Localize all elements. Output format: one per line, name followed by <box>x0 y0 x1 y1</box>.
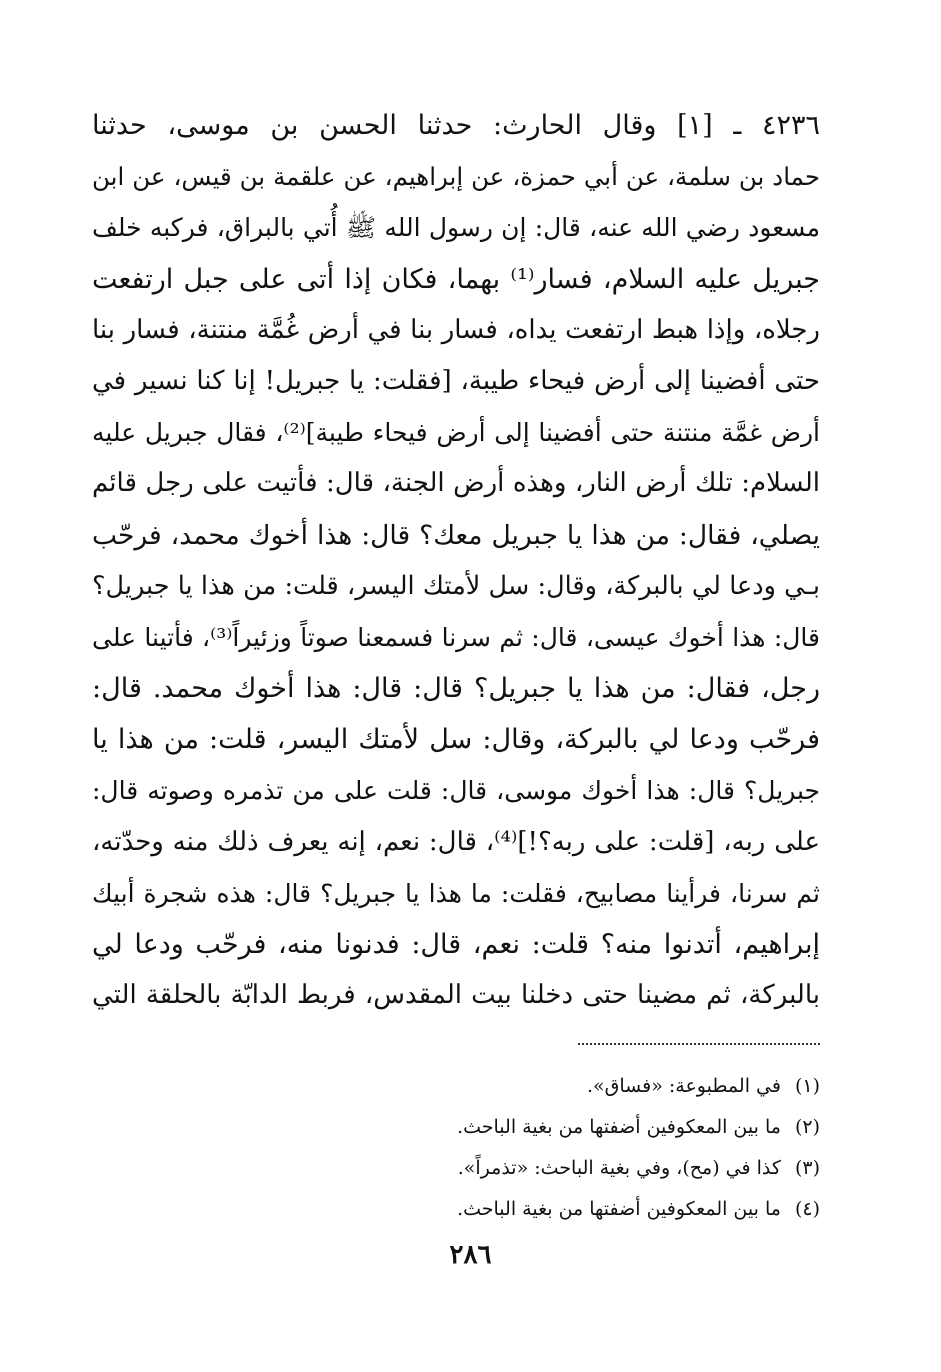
footnote-number: (١) <box>794 1075 820 1097</box>
footnotes-section <box>200 1066 820 1230</box>
footnote-number: (٤) <box>794 1198 820 1220</box>
hadith-body-text <box>92 100 820 1021</box>
text-line: فرحّب ودعا لي بالبركة، وقال: سل لأمتك اليسر، قلت: من هذا يا <box>92 724 820 756</box>
footnote-text: ما بين المعكوفين أضفتها من بغية الباحث. <box>457 1116 781 1138</box>
text-line: حتى أفضينا إلى أرض فيحاء طيبة، [فقلت: يا جبريل! إنا كنا نسير في <box>92 365 820 396</box>
footnote-text: كذا في (مح)، وفي بغية الباحث: «تذمراً». <box>457 1157 781 1179</box>
text-line: بـي ودعا لي بالبركة، وقال: سل لأمتك اليسر، قلت: من هذا يا جبريل؟ <box>92 570 820 601</box>
text-line: يصلي، فقال: من هذا يا جبريل معك؟ قال: هذا أخوك محمد، فرحّب <box>92 519 820 551</box>
text-line: جبريل؟ قال: هذا أخوك موسى، قال: قلت على من تذمره وصوته قال: <box>92 776 820 806</box>
text-line: أرض غمَّة منتنة حتى أفضينا إلى أرض فيحاء طيبة]⁽²⁾، فقال جبريل عليه <box>92 418 820 448</box>
footnote-item <box>200 1148 820 1189</box>
footnote-separator <box>578 1043 820 1045</box>
footnote-text: في المطبوعة: «فساق». <box>586 1075 781 1097</box>
text-line: السلام: تلك أرض النار، وهذه أرض الجنة، قال: فأتيت على رجل قائم <box>92 468 820 499</box>
text-line: ثم سرنا، فرأينا مصابيح، فقلت: ما هذا يا جبريل؟ قال: هذه شجرة أبيك <box>92 878 820 908</box>
text-line: قال: هذا أخوك عيسى، قال: ثم سرنا فسمعنا صوتاً وزئيراً⁽³⁾، فأتينا على <box>92 622 820 652</box>
footnote-number: (٣) <box>794 1157 820 1179</box>
footnote-item <box>200 1066 820 1107</box>
text-line: رجلاه، وإذا هبط ارتفعت يداه، فسار بنا في أرض غُمَّة منتنة، فسار بنا <box>92 314 820 345</box>
footnote-item <box>200 1189 820 1230</box>
text-line: مسعود رضي الله عنه، قال: إن رسول الله ﷺ أُتي بالبراق، فركبه خلف <box>92 213 820 243</box>
text-line: رجل، فقال: من هذا يا جبريل؟ قال: قال: هذا أخوك محمد. قال: <box>92 673 820 705</box>
footnote-number: (٢) <box>794 1116 820 1138</box>
page-number: ٢٨٦ <box>449 1240 492 1270</box>
text-line: حماد بن سلمة، عن أبي حمزة، عن إبراهيم، عن علقمة بن قيس، عن ابن <box>92 162 820 192</box>
footnote-item <box>200 1107 820 1148</box>
text-line: إبراهيم، أتدنوا منه؟ قلت: نعم، قال: فدنونا منه، فرحّب ودعا لي <box>92 929 820 960</box>
text-line: ٤٢٣٦ ـ [١] وقال الحارث: حدثنا الحسن بن موسى، حدثنا <box>92 110 820 141</box>
text-line: جبريل عليه السلام، فسار⁽¹⁾ بهما، فكان إذا أتى على جبل ارتفعت <box>92 263 820 295</box>
text-line: بالبركة، ثم مضينا حتى دخلنا بيت المقدس، فربط الدابّة بالحلقة التي <box>92 980 820 1011</box>
footnote-text: ما بين المعكوفين أضفتها من بغية الباحث. <box>457 1198 781 1220</box>
text-line: على ربه، [قلت: على ربه؟!]⁽⁴⁾، قال: نعم، إنه يعرف ذلك منه وحدّته، <box>92 826 820 857</box>
